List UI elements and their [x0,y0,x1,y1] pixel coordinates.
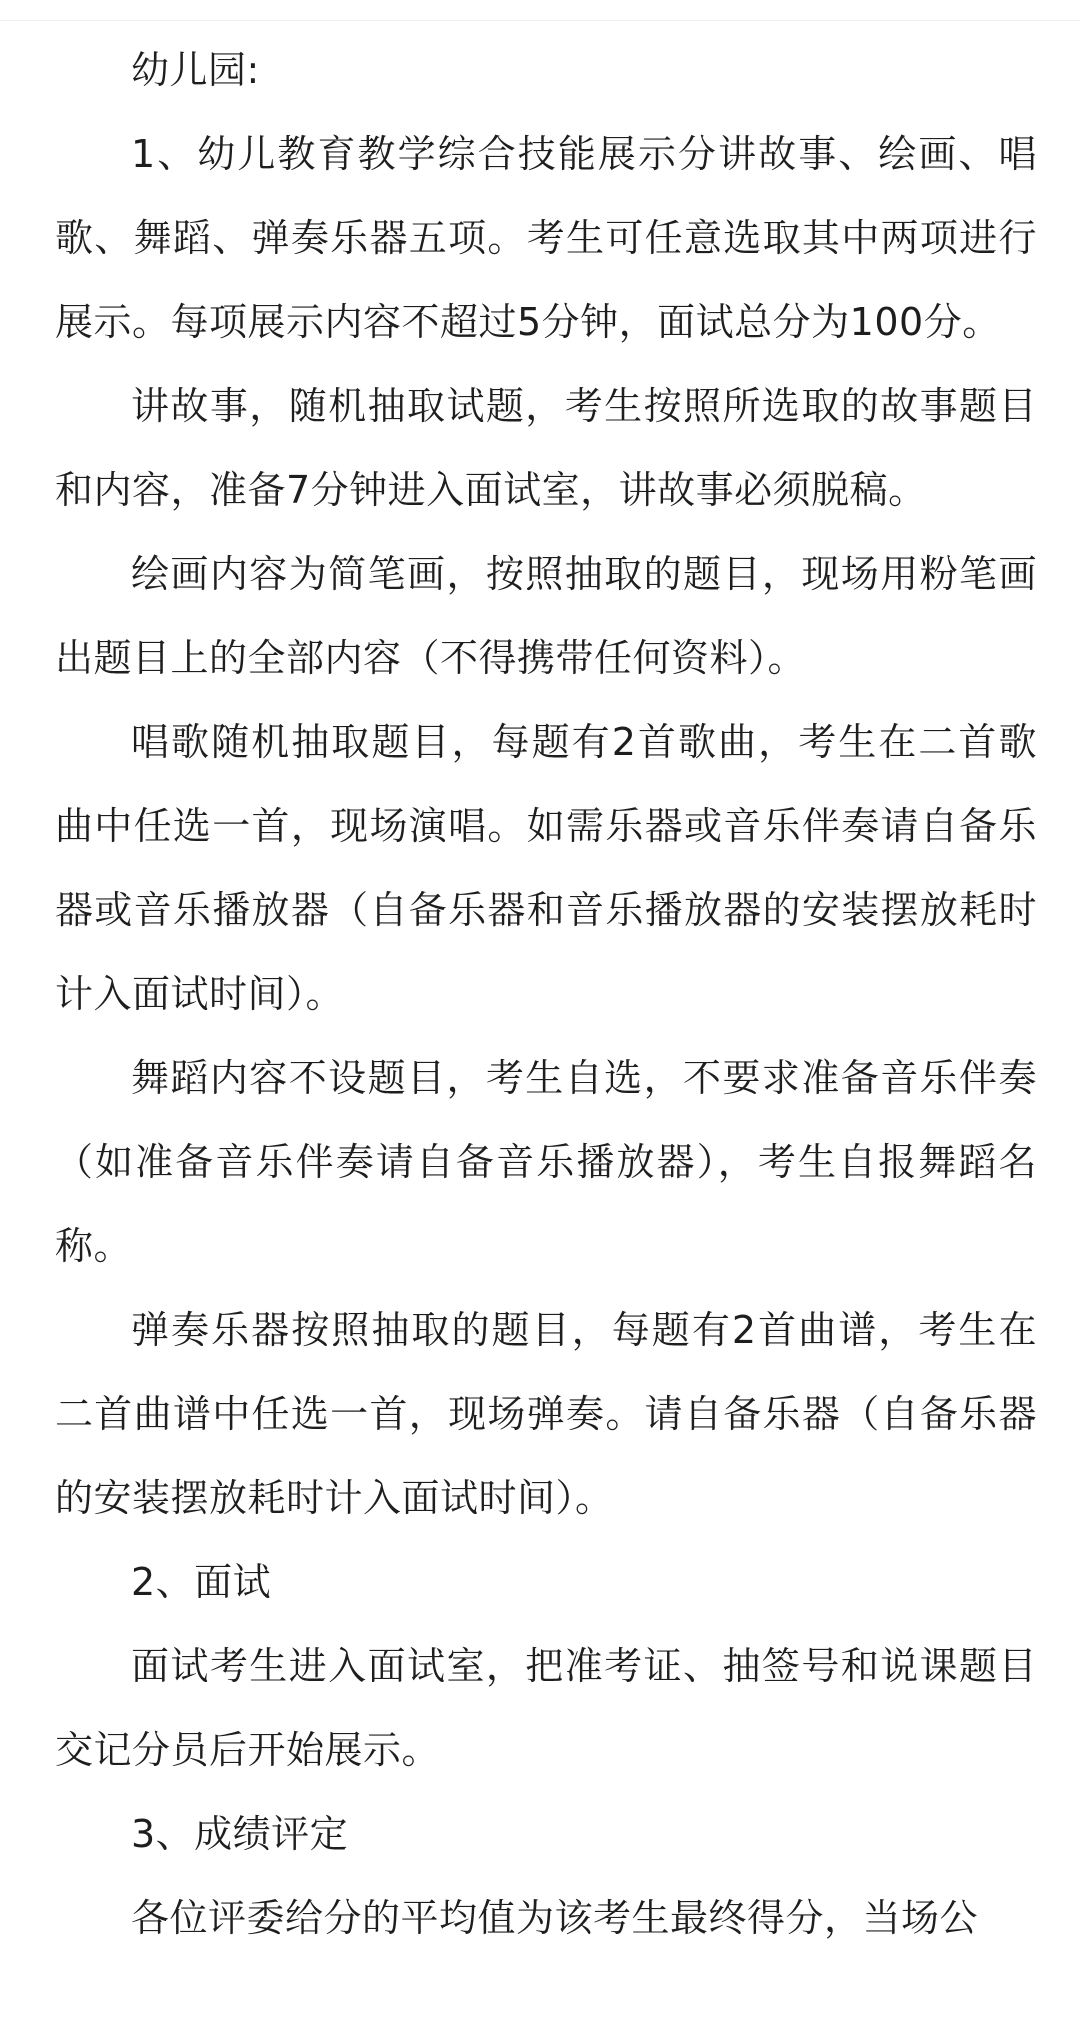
paragraph-instrument: 弹奏乐器按照抽取的题目，每题有2首曲谱，考生在二首曲谱中任选一首，现场弹奏。请自备乐器（自备乐器的安装摆放耗时计入面试时间）。 [55,1308,1037,1520]
heading-scoring: 3、成绩评定 [131,1812,349,1856]
paragraph-dancing: 舞蹈内容不设题目，考生自选，不要求准备音乐伴奏（如准备音乐伴奏请自备音乐播放器），考生自报舞蹈名称。 [55,1056,1037,1268]
paragraph-interview: 面试考生进入面试室，把准考证、抽签号和说课题目交记分员后开始展示。 [55,1644,1037,1772]
paragraph-storytelling: 讲故事，随机抽取试题，考生按照所选取的故事题目和内容，准备7分钟进入面试室，讲故事必须脱稿。 [55,384,1037,512]
heading-kindergarten: 幼儿园: [131,48,260,92]
paragraph-drawing: 绘画内容为简笔画，按照抽取的题目，现场用粉笔画出题目上的全部内容（不得携带任何资料）。 [55,552,1037,680]
document-body [55,28,1037,1960]
paragraph-skills-overview: 1、幼儿教育教学综合技能展示分讲故事、绘画、唱歌、舞蹈、弹奏乐器五项。考生可任意选取其中两项进行展示。每项展示内容不超过5分钟，面试总分为100分。 [55,132,1037,344]
paragraph-singing: 唱歌随机抽取题目，每题有2首歌曲，考生在二首歌曲中任选一首，现场演唱。如需乐器或音乐伴奏请自备乐器或音乐播放器（自备乐器和音乐播放器的安装摆放耗时计入面试时间）。 [55,720,1037,1016]
heading-interview: 2、面试 [131,1560,272,1604]
paragraph-scoring: 各位评委给分的平均值为该考生最终得分，当场公 [131,1896,979,1940]
top-bar [0,0,1080,21]
